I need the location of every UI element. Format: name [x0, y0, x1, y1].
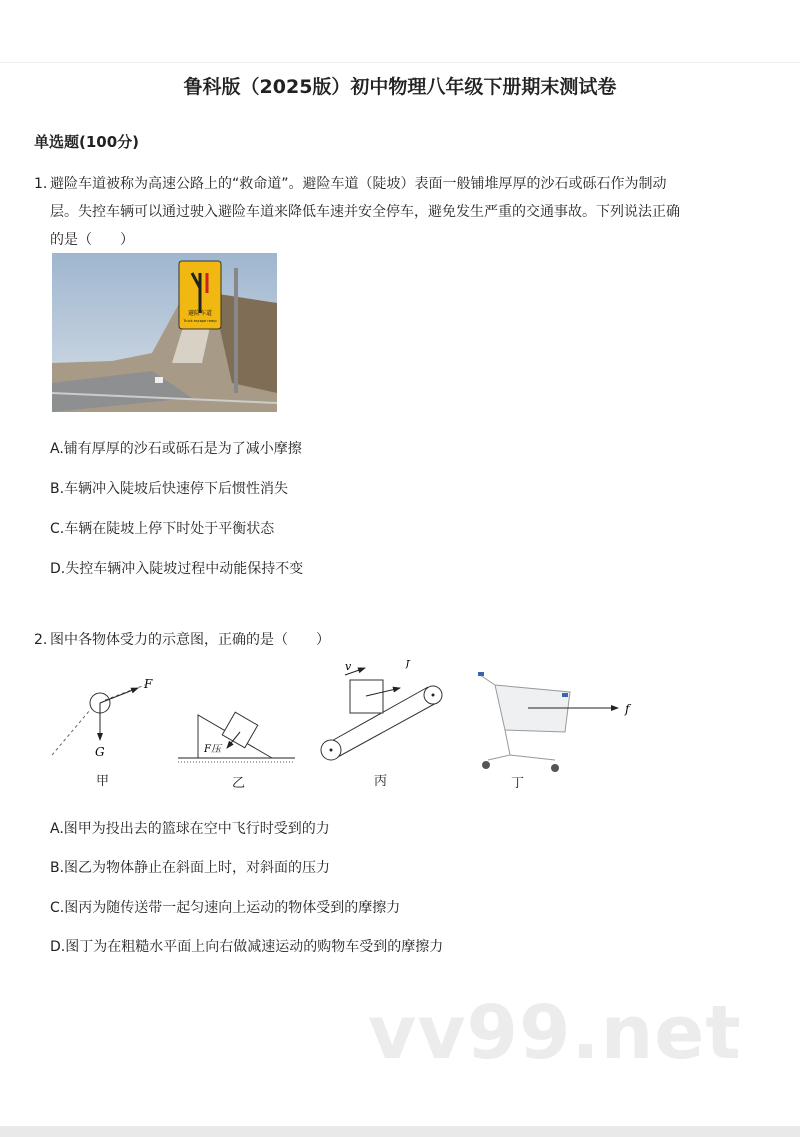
divider	[0, 62, 800, 63]
option-d[interactable]: D.图丁为在粗糙水平面上向右做减速运动的购物车受到的摩擦力	[50, 939, 444, 955]
svg-text:v: v	[345, 660, 352, 673]
force-diagrams	[40, 660, 660, 790]
figure-ding-shopping-cart	[478, 672, 632, 772]
question-text-line: 图中各物体受力的示意图，正确的是（ ）	[50, 632, 330, 648]
svg-text:F压: F压	[204, 744, 221, 755]
figure-bing	[321, 660, 442, 760]
bottom-bar	[0, 1126, 800, 1137]
figure-caption: 甲	[96, 774, 110, 789]
watermark: vv99.net	[368, 990, 742, 1076]
svg-text:f: f	[406, 660, 411, 669]
svg-text:f: f	[625, 702, 630, 716]
sign-text: 避险车道	[187, 310, 213, 317]
option-b[interactable]: B.车辆冲入陡坡后快速停下后惯性消失	[50, 481, 289, 497]
svg-text:G: G	[95, 745, 105, 759]
option-c[interactable]: C.图丙为随传送带一起匀速向上运动的物体受到的摩擦力	[50, 900, 401, 916]
question-number: 1.	[34, 176, 48, 192]
option-c[interactable]: C.车辆在陡坡上停下时处于平衡状态	[50, 521, 275, 537]
page-title: 鲁科版（2025版）初中物理八年级下册期末测试卷	[183, 76, 617, 98]
section-heading: 单选题(100分)	[34, 133, 140, 151]
question-text-line: 的是（ ）	[50, 232, 134, 248]
figure-jia	[52, 677, 153, 759]
figure-caption: 丁	[511, 776, 525, 791]
sign-subtext: Truck escape ramp	[183, 319, 217, 323]
question-text-line: 层。失控车辆可以通过驶入避险车道来降低车速并安全停车，避免发生严重的交通事故。下列说法正确	[50, 204, 680, 220]
option-b[interactable]: B.图乙为物体静止在斜面上时，对斜面的压力	[50, 860, 331, 876]
option-a[interactable]: A.图甲为投出去的篮球在空中飞行时受到的力	[50, 821, 330, 837]
escape-ramp-photo	[52, 253, 277, 412]
question-text-line: 避险车道被称为高速公路上的“救命道”。避险车道（陡坡）表面一般铺堆厚厚的沙石或砾石作为制动	[50, 176, 667, 192]
option-d[interactable]: D.失控车辆冲入陡坡过程中动能保持不变	[50, 561, 304, 577]
figure-caption: 乙	[232, 776, 246, 791]
figure-yi	[178, 712, 295, 762]
figure-caption: 丙	[374, 774, 388, 789]
svg-text:F: F	[144, 677, 153, 691]
option-a[interactable]: A.铺有厚厚的沙石或砾石是为了减小摩擦	[50, 441, 302, 457]
question-number: 2.	[34, 632, 48, 648]
